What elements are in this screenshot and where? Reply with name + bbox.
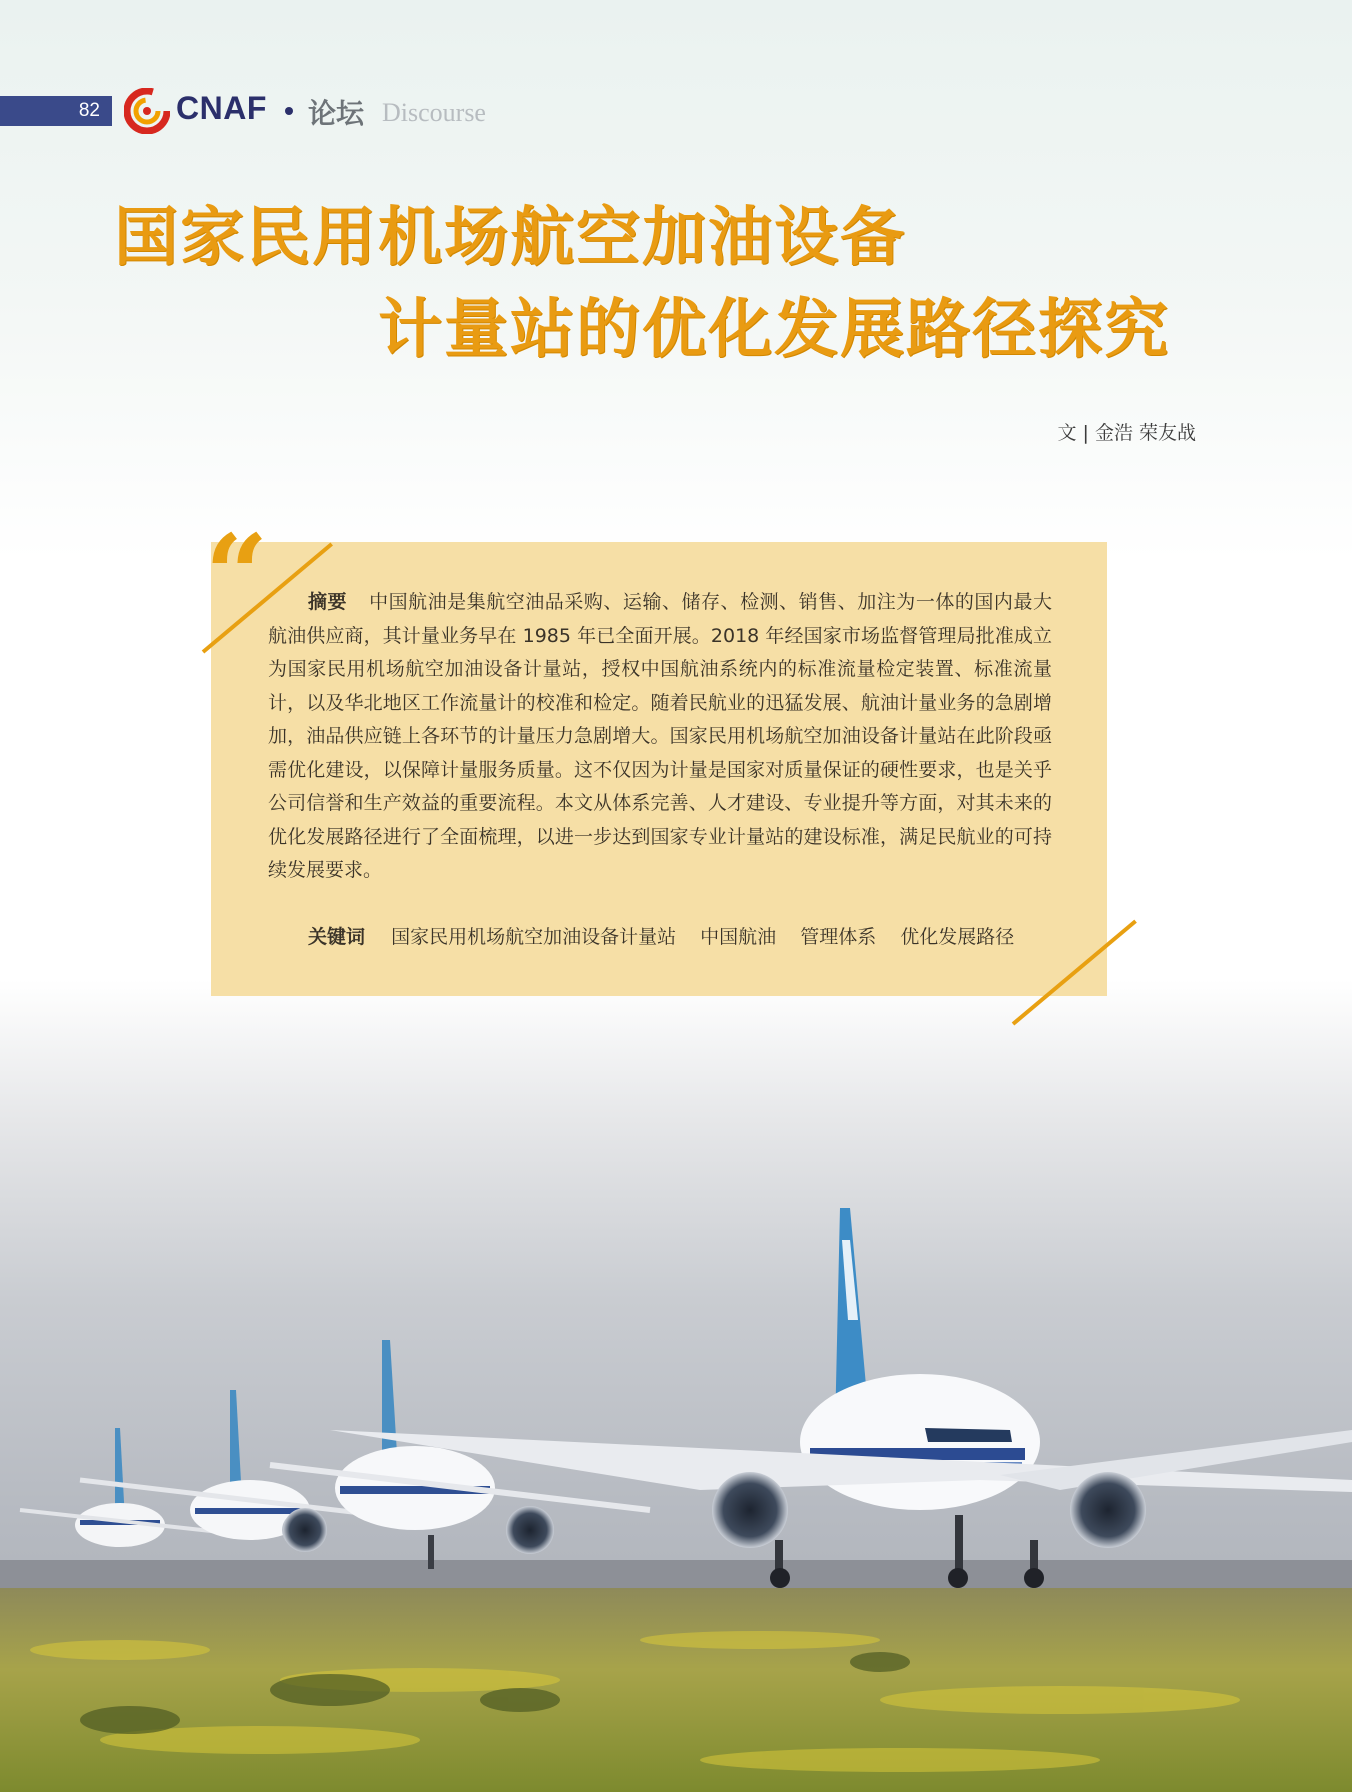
- airplane-far: [20, 1428, 220, 1547]
- author-byline: 文 | 金浩 荣友战: [1057, 422, 1196, 444]
- section-title-cn: 论坛: [308, 97, 365, 130]
- keyword: 中国航油: [700, 926, 777, 948]
- quote-mark-icon: “: [205, 510, 269, 639]
- section-title-en: Discourse: [382, 98, 486, 127]
- separator-dot: [285, 107, 293, 115]
- abstract-body: 中国航油是集航空油品采购、运输、储存、检测、销售、加注为一体的国内最大航油供应商，其计量业务早在 1985 年已全面开展。2018 年经国家市场监督管理局批准成立为国家民用机场航空加油设备计量站，授权中国航油系统内的标准流量检定装置、标准流量计，以及华北地区工作流量计的校准和检定。随着民航业的迅猛发展、航油计量业务的急剧增加，油品供应链上各环节的计量压力急剧增大。国家民用机场航空加油设备计量站在此阶段亟需优化建设，以保障计量服务质量。这不仅因为计量是国家对质量保证的硬性要求，也是关乎公司信誉和生产效益的重要流程。本文从体系完善、人才建设、专业提升等方面，对其未来的优化发展路径进行了全面梳理，以进一步达到国家专业计量站的建设标准，满足民航业的可持续发展要求。: [268, 591, 1052, 881]
- keyword: 国家民用机场航空加油设备计量站: [391, 926, 677, 948]
- airplanes-photo: [0, 1180, 1352, 1792]
- page-number: 82: [0, 96, 112, 126]
- keywords-line: [308, 922, 1032, 949]
- brand-name: CNAF: [176, 90, 267, 126]
- keyword: 优化发展路径: [900, 926, 1015, 948]
- cnaf-logo-icon: [124, 88, 170, 134]
- article-title-line-2: 计量站的优化发展路径探究: [378, 293, 1170, 367]
- abstract-paragraph: [268, 586, 1052, 888]
- airplane-near: [330, 1208, 1352, 1588]
- keyword: 管理体系: [800, 926, 877, 948]
- abstract-label: 摘要: [308, 591, 348, 613]
- article-title-line-1: 国家民用机场航空加油设备: [114, 201, 906, 275]
- keywords-label: 关键词: [308, 926, 366, 948]
